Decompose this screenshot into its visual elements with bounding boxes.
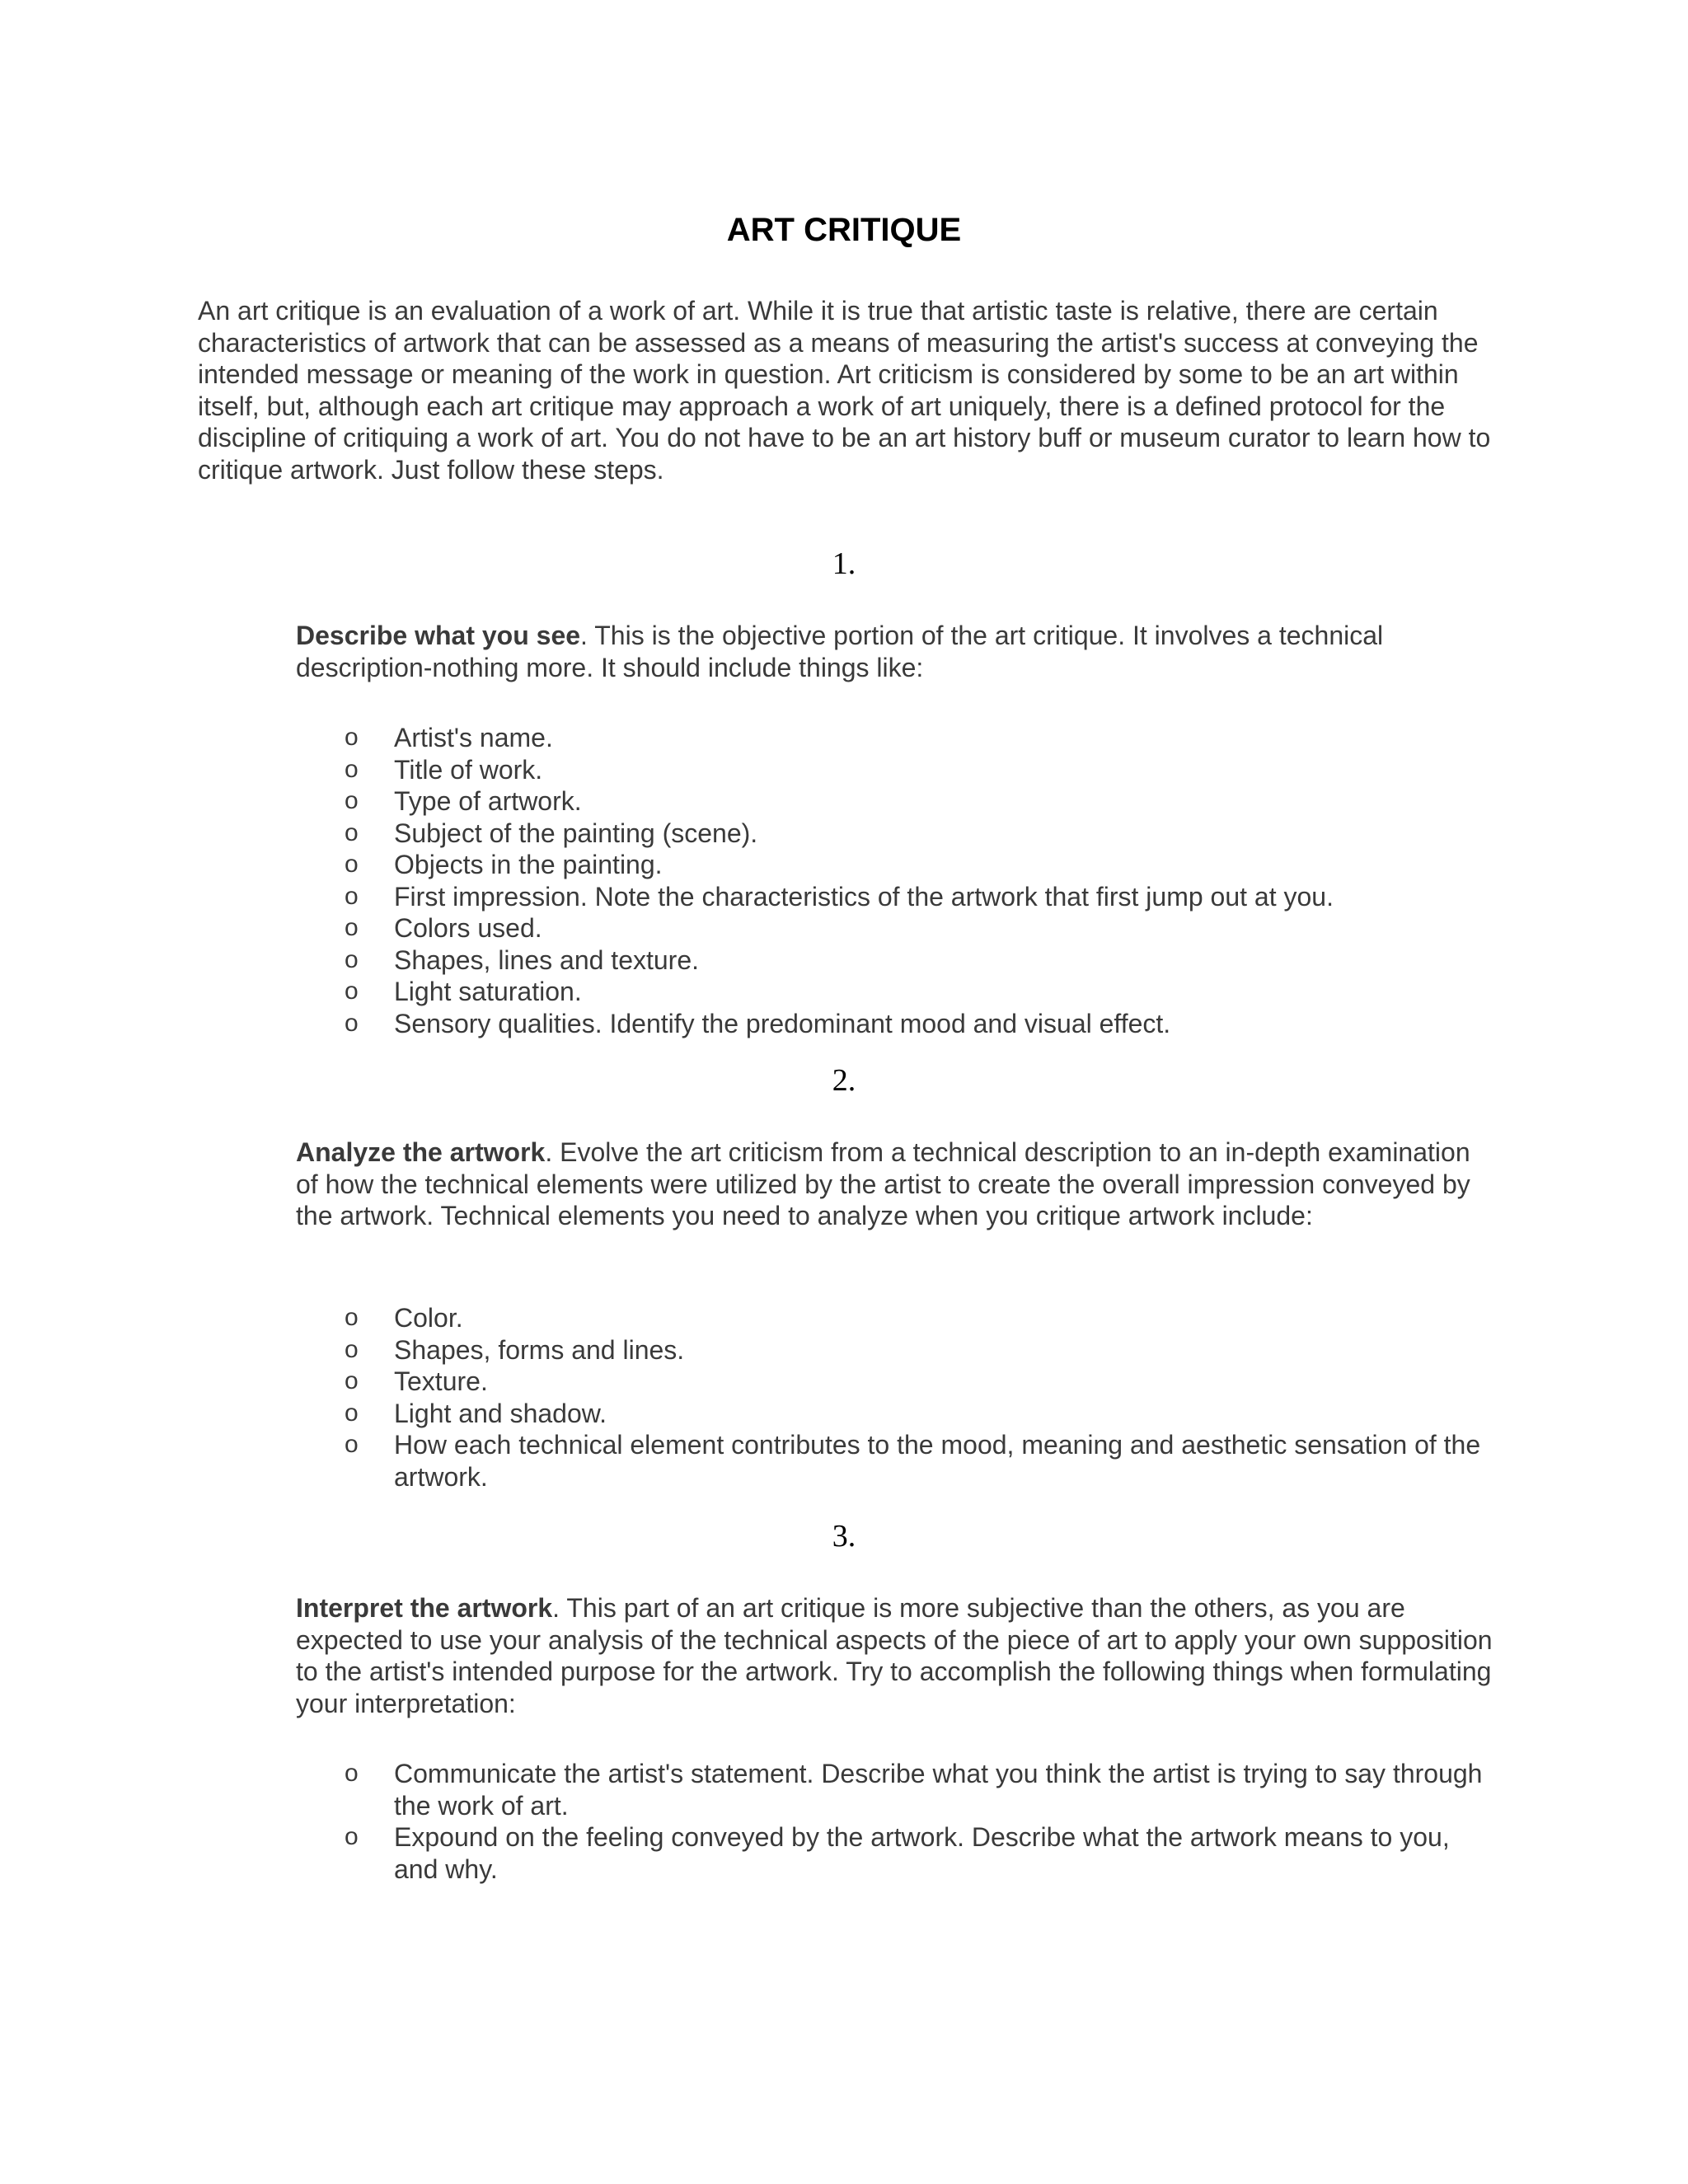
bullet-icon: o	[345, 1367, 359, 1394]
list-item: o Colors used.	[345, 913, 542, 943]
bullet-icon: o	[345, 1009, 359, 1037]
step-2-list	[345, 1302, 1498, 1493]
list-item: o Subject of the painting (scene).	[345, 818, 758, 848]
bullet-icon: o	[345, 1760, 359, 1787]
bullet-icon: o	[345, 755, 359, 783]
step-3-lead: Interpret the artwork	[296, 1593, 553, 1623]
step-1-paragraph	[296, 620, 1499, 683]
step-2-number: 2.	[832, 1063, 856, 1098]
bullet-icon: o	[345, 818, 359, 846]
step-3-text: . This part of an art critique is more subjective than the others, as you are expected to use your analysis of the technical aspects of the piece of art to apply your own supposition to the artist's intended purpose for the artwork. Try to accomplish the following things when formulating your interpretation:	[296, 1593, 1493, 1718]
list-item: o How each technical element contributes to the mood, meaning and aesthetic sensation of the artwork.	[345, 1430, 1481, 1492]
step-3-paragraph	[296, 1592, 1499, 1719]
bullet-icon: o	[345, 1823, 359, 1850]
bullet-icon: o	[345, 724, 359, 751]
list-item: o Color.	[345, 1303, 463, 1333]
list-item: o Communicate the artist's statement. Describe what you think the artist is trying to say through the work of art.	[345, 1759, 1483, 1821]
list-item: o Objects in the painting.	[345, 850, 663, 879]
bullet-icon: o	[345, 851, 359, 878]
bullet-icon: o	[345, 787, 359, 814]
step-1-number: 1.	[832, 546, 856, 581]
list-item: o Light and shadow.	[345, 1398, 607, 1428]
intro-paragraph: An art critique is an evaluation of a work of art. While it is true that artistic taste is relative, there are certain characteristics of artwork that can be assessed as a means of measuring the artist's success at conveying the intended message or meaning of the work in question. Art criticism is considered by some to be an art within itself, but, although each art critique may approach a work of art uniquely, there is a defined protocol for the discipline of critiquing a work of art. You do not have to be an art history buff or museum curator to learn how to critique artwork. Just follow these steps.	[198, 296, 1491, 485]
bullet-icon: o	[345, 977, 359, 1005]
list-item: o Texture.	[345, 1366, 488, 1396]
list-item: o Shapes, lines and texture.	[345, 944, 700, 975]
step-1-list	[345, 722, 1498, 1039]
list-item: o Artist's name.	[345, 723, 553, 752]
bullet-icon: o	[345, 1431, 359, 1458]
step-2-text: . Evolve the art criticism from a technical description to an in-depth examination of how the technical elements were utilized by the artist to create the overall impression conveyed by the artwork. Technical elements you need to analyze when you critique artwork include:	[296, 1137, 1470, 1230]
list-item: o Expound on the feeling conveyed by the artwork. Describe what the artwork means to you, and why.	[345, 1822, 1450, 1884]
step-3-number: 3.	[832, 1519, 856, 1554]
bullet-icon: o	[345, 882, 359, 910]
bullet-icon: o	[345, 1399, 359, 1427]
bullet-icon: o	[345, 1335, 359, 1363]
step-2-lead: Analyze the artwork	[296, 1137, 546, 1167]
bullet-icon: o	[345, 945, 359, 973]
step-2-paragraph	[296, 1137, 1499, 1232]
step-3-list	[345, 1758, 1498, 1885]
list-item: o Sensory qualities. Identify the predominant mood and visual effect.	[345, 1008, 1171, 1038]
list-item: o Shapes, forms and lines.	[345, 1334, 685, 1365]
step-1-lead: Describe what you see	[296, 621, 581, 650]
list-item: o Type of artwork.	[345, 786, 582, 816]
bullet-icon: o	[345, 1304, 359, 1331]
bullet-icon: o	[345, 914, 359, 941]
list-item: o First impression. Note the characteristics of the artwork that first jump out at you.	[345, 881, 1334, 912]
page-title: ART CRITIQUE	[726, 212, 962, 248]
list-item: o Light saturation.	[345, 977, 582, 1006]
list-item: o Title of work.	[345, 754, 543, 785]
step-1-text: . This is the objective portion of the art critique. It involves a technical description-nothing more. It should include things like:	[296, 621, 1384, 682]
